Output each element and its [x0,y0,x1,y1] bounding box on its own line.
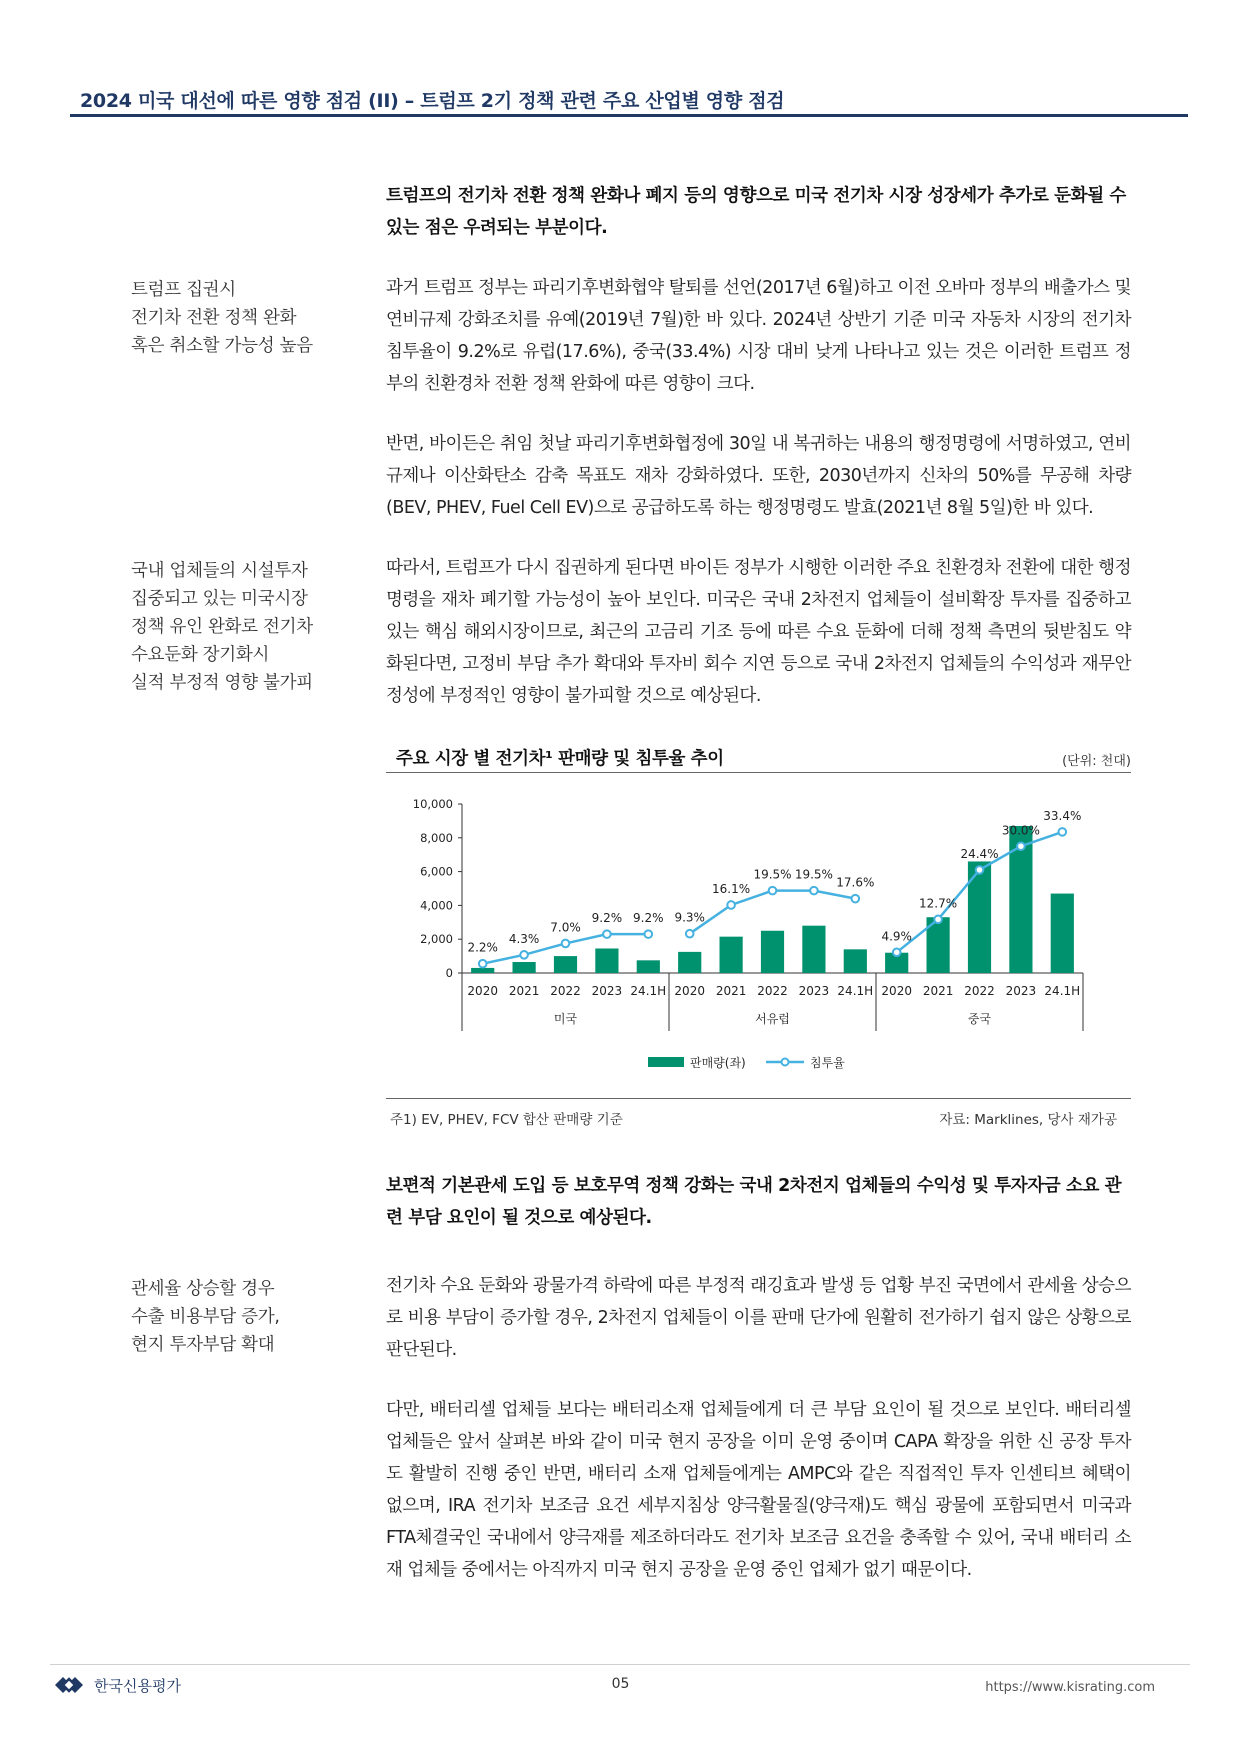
x-tick-label: 2020 [467,984,498,998]
chart-title: 주요 시장 별 전기차¹ 판매량 및 침투율 추이 [396,749,724,769]
y-tick-label: 8,000 [420,830,453,845]
paragraph-5: 다만, 배터리셀 업체들 보다는 배터리소재 업체들에게 더 큰 부담 요인이 될 것으로 보인다. 배터리셀 업체들은 앞서 살펴본 바와 같이 미국 현지 공장을 이미 운영 중이며 CAPA 확장을 위한 신 공장 투자도 활발히 진행 중인 반면, 배터리 소재 업체들에게는 AMPC와 같은 직접적인 투자 인센티브 혜택이 없으며, IRA 전기차 보조금 요건 세부지침상 양극활물질(양극재)도 핵심 광물에 포함되면서 미국과 FTA체결국인 국내에서 양극재를 제조하더라도 전기차 보조금 요건을 충족할 수 있어, 국내 배터리 소재 업체들 중에서는 아직까지 미국 현지 공장을 운영 중인 업체가 없기 때문이다. [386,1400,1131,1580]
side-note-3 [131,1275,280,1359]
lead-line: 보편적 기본관세 도입 등 보호무역 정책 강화는 국내 2차전지 업체들의 수익성 및 투자자금 소요 관 [386,1176,1122,1196]
penetration-point [893,948,901,956]
penetration-label: 12.7% [919,896,958,911]
penetration-point [810,887,818,895]
penetration-label: 33.4% [1043,808,1082,823]
penetration-point [976,866,984,874]
chart-note: 주1) EV, PHEV, FCV 합산 판매량 기준 [390,1112,623,1128]
group-label: 미국 [553,1012,578,1026]
x-tick-label: 2020 [881,984,912,998]
chart-unit: (단위: 천대) [1062,754,1131,769]
penetration-label: 16.1% [712,881,751,896]
penetration-point [852,895,860,903]
penetration-line [690,891,856,934]
legend-marker-penetration [782,1059,789,1066]
bar-sales [802,926,825,973]
footer-rule [50,1664,1190,1665]
group-label: 중국 [967,1012,992,1026]
lead-statement-2 [386,1170,1131,1234]
y-tick-label: 0 [445,966,453,980]
legend-label-sales: 판매량(좌) [690,1056,746,1070]
x-tick-label: 24.1H [1044,984,1081,998]
side-note-line: 실적 부정적 영향 불가피 [131,673,313,693]
side-note-line: 전기차 전환 정책 완화 [131,308,297,328]
side-note-line: 관세율 상승할 경우 [131,1279,275,1299]
side-note-line: 혹은 취소할 가능성 높음 [131,336,313,356]
side-note-line: 수출 비용부담 증가, [131,1307,280,1327]
x-tick-label: 2021 [715,984,747,998]
lead-line: 있는 점은 우려되는 부분이다. [386,218,608,238]
x-tick-label: 2021 [922,984,954,998]
x-tick-label: 2023 [1005,984,1037,998]
bar-sales [637,960,660,973]
side-note-line: 집중되고 있는 미국시장 [131,589,308,609]
side-note-1 [131,276,313,360]
bar-sales [595,948,618,973]
x-tick-label: 24.1H [630,984,667,998]
lead-line: 트럼프의 전기차 전환 정책 완화나 폐지 등의 영향으로 미국 전기차 시장 성장세가 추가로 둔화될 수 [386,186,1126,206]
paragraph-2: 반면, 바이든은 취임 첫날 파리기후변화협정에 30일 내 복귀하는 내용의 행정명령에 서명하였고, 연비규제나 이산화탄소 감축 목표도 재차 강화하였다. 또한, 2030년까지 신차의 50%를 무공해 차량(BEV, PHEV, Fuel Cell EV)으로 공급하도록 하는 행정명령도 발효(2021년 8월 5일)한 바 있다. [386,434,1131,518]
lead-statement-1 [386,180,1131,244]
x-tick-label: 2023 [591,984,623,998]
header-rule [70,114,1188,117]
side-note-2 [131,557,313,697]
side-note-line: 국내 업체들의 시설투자 [131,561,308,581]
side-note-line: 수요둔화 장기화시 [131,645,270,665]
y-tick-label: 4,000 [420,898,453,913]
y-tick-label: 6,000 [420,864,453,879]
penetration-point [769,887,777,895]
x-tick-label: 2022 [550,984,581,998]
penetration-point [479,960,487,968]
chart-bottom-rule [386,1098,1131,1099]
y-tick-label: 10,000 [412,797,453,811]
ev-sales-chart [386,780,1131,1098]
page-number: 05 [611,1676,630,1692]
penetration-label: 30.0% [1001,823,1040,838]
x-tick-label: 2020 [674,984,705,998]
bar-sales [513,962,536,973]
bar-sales [761,931,784,973]
x-tick-label: 2023 [798,984,830,998]
bar-sales [678,952,701,973]
penetration-point [934,916,942,924]
side-note-line: 트럼프 집권시 [131,280,236,300]
penetration-point [645,930,653,938]
x-tick-label: 2021 [508,984,540,998]
penetration-label: 4.9% [881,929,912,944]
chart-source: 자료: Marklines, 당사 재가공 [939,1112,1117,1128]
penetration-label: 2.2% [467,940,498,955]
penetration-label: 19.5% [753,867,792,882]
paragraph-1: 과거 트럼프 정부는 파리기후변화협약 탈퇴를 선언(2017년 6월)하고 이전 오바마 정부의 배출가스 및 연비규제 강화조치를 유예(2019년 7월)한 바 있다. 2024년 상반기 기준 미국 자동차 시장의 전기차 침투율이 9.2%로 유럽(17.6%), 중국(33.4%) 시장 대비 낮게 나타나고 있는 것은 이러한 트럼프 정부의 친환경차 전환 정책 완화에 따른 영향이 크다. [386,278,1131,394]
footer-url[interactable]: https://www.kisrating.com [985,1680,1155,1695]
penetration-label: 9.2% [633,911,664,926]
lead-line: 련 부담 요인이 될 것으로 예상된다. [386,1208,652,1228]
penetration-label: 17.6% [836,875,875,890]
penetration-label: 4.3% [508,931,540,946]
x-tick-label: 24.1H [837,984,874,998]
side-note-line: 정책 유인 완화로 전기차 [131,617,313,637]
legend-label-penetration: 침투율 [810,1056,845,1070]
bar-sales [1051,894,1074,973]
penetration-point [1017,842,1025,850]
page-header-title: 2024 미국 대선에 따른 영향 점검 (II) – 트럼프 2기 정책 관련 주요 산업별 영향 점검 [80,90,785,112]
penetration-point [603,930,611,938]
chart-top-rule [386,772,1131,773]
penetration-label: 7.0% [550,920,581,935]
penetration-point [1059,828,1067,836]
legend-swatch-sales [648,1057,684,1067]
paragraph-4: 전기차 수요 둔화와 광물가격 하락에 따른 부정적 래깅효과 발생 등 업황 부진 국면에서 관세율 상승으로 비용 부담이 증가할 경우, 2차전지 업체들이 이를 판매 단가에 원활히 전가하기 쉽지 않은 상황으로 판단된다. [386,1276,1131,1360]
penetration-label: 9.3% [674,910,705,925]
x-tick-label: 2022 [964,984,995,998]
group-label: 서유럽 [755,1012,790,1026]
penetration-point [686,930,694,938]
logo-text: 한국신용평가 [94,1676,181,1695]
bar-sales [554,956,577,973]
paragraph-3: 따라서, 트럼프가 다시 집권하게 된다면 바이든 정부가 시행한 이러한 주요 친환경차 전환에 대한 행정명령을 재차 폐기할 가능성이 높아 보인다. 미국은 국내 2차전지 업체들이 설비확장 투자를 집중하고 있는 핵심 해외시장이므로, 최근의 고금리 기조 등에 따른 수요 둔화에 더해 정책 측면의 뒷받침도 약화된다면, 고정비 부담 추가 확대와 투자비 회수 지연 등으로 국내 2차전지 업체들의 수익성과 재무안정성에 부정적인 영향이 불가피할 것으로 예상된다. [386,558,1131,706]
penetration-label: 9.2% [591,911,623,926]
penetration-label: 24.4% [960,846,999,861]
y-tick-label: 2,000 [420,932,453,947]
bar-sales [720,937,743,973]
penetration-point [727,901,735,909]
side-note-line: 현지 투자부담 확대 [131,1335,275,1355]
x-tick-label: 2022 [757,984,788,998]
penetration-label: 19.5% [794,867,833,882]
bar-sales [471,968,494,973]
penetration-point [562,940,570,948]
bar-sales [844,949,867,973]
penetration-point [520,951,528,959]
